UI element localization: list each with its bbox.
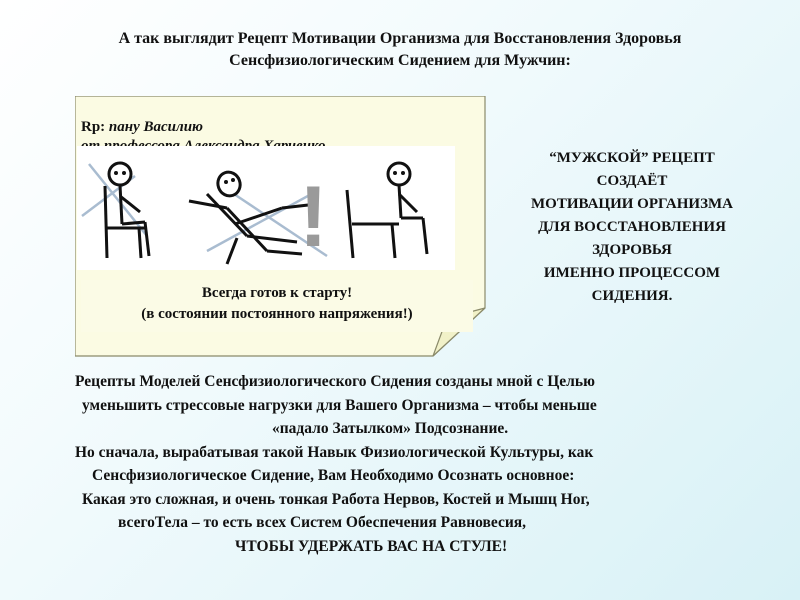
side-line: СОЗДАЁТ <box>596 173 668 189</box>
title-line-1: А так выглядит Рецепт Мотивации Организма для Восстановления Здоровья <box>118 30 682 47</box>
side-line: ИМЕННО ПРОЦЕССОМ <box>543 265 721 281</box>
body-line: Сенсфизиологическое Сидение, Вам Необходимо Осознать основное: <box>92 467 575 484</box>
body-line: Рецепты Моделей Сенсфизиологического Сидения созданы мной с Целью <box>75 373 595 390</box>
rp-addressee: пану Василию <box>108 119 203 135</box>
body-line: ЧТОБЫ УДЕРЖАТЬ ВАС НА СТУЛЕ! <box>235 537 508 555</box>
side-line: ЗДОРОВЬЯ <box>592 242 672 258</box>
body-line: уменьшить стрессовые нагрузки для Вашего Организма – чтобы меньше <box>82 396 597 414</box>
side-line: МОТИВАЦИИ ОРГАНИЗМА <box>531 196 733 212</box>
figure-forward <box>347 163 427 258</box>
body-line: всегоТела – то есть всех Систем Обеспечения Равновесия, <box>118 514 527 531</box>
side-line: ДЛЯ ВОССТАНОВЛЕНИЯ <box>538 219 726 235</box>
side-line: “МУЖСКОЙ” РЕЦЕПТ <box>549 150 715 166</box>
slide-title <box>20 28 780 72</box>
body-paragraph <box>20 370 800 558</box>
prescription-note <box>75 96 487 358</box>
side-statement <box>492 147 772 308</box>
chair-back <box>105 186 107 258</box>
caption-line-1: Всегда готов к старту! <box>201 285 353 301</box>
body-line: «падало Затылком» Подсознание. <box>272 420 509 437</box>
body-line: Какая это сложная, и очень тонкая Работа Нервов, Костей и Мышц Ног, <box>82 490 590 508</box>
note-caption <box>81 280 473 332</box>
side-line: СИДЕНИЯ. <box>591 288 673 304</box>
exclamation-mark: ! <box>299 169 328 265</box>
rp-prefix: Rp: <box>81 119 106 135</box>
caption-line-2: (в состоянии постоянного напряжения!) <box>141 306 413 322</box>
sitting-figures-illustration <box>77 146 455 270</box>
title-line-2: Сенсфизиологическим Сидением для Мужчин: <box>229 52 571 69</box>
body-line: Но сначала, вырабатывая такой Навык Физиологической Культуры, как <box>75 443 594 461</box>
